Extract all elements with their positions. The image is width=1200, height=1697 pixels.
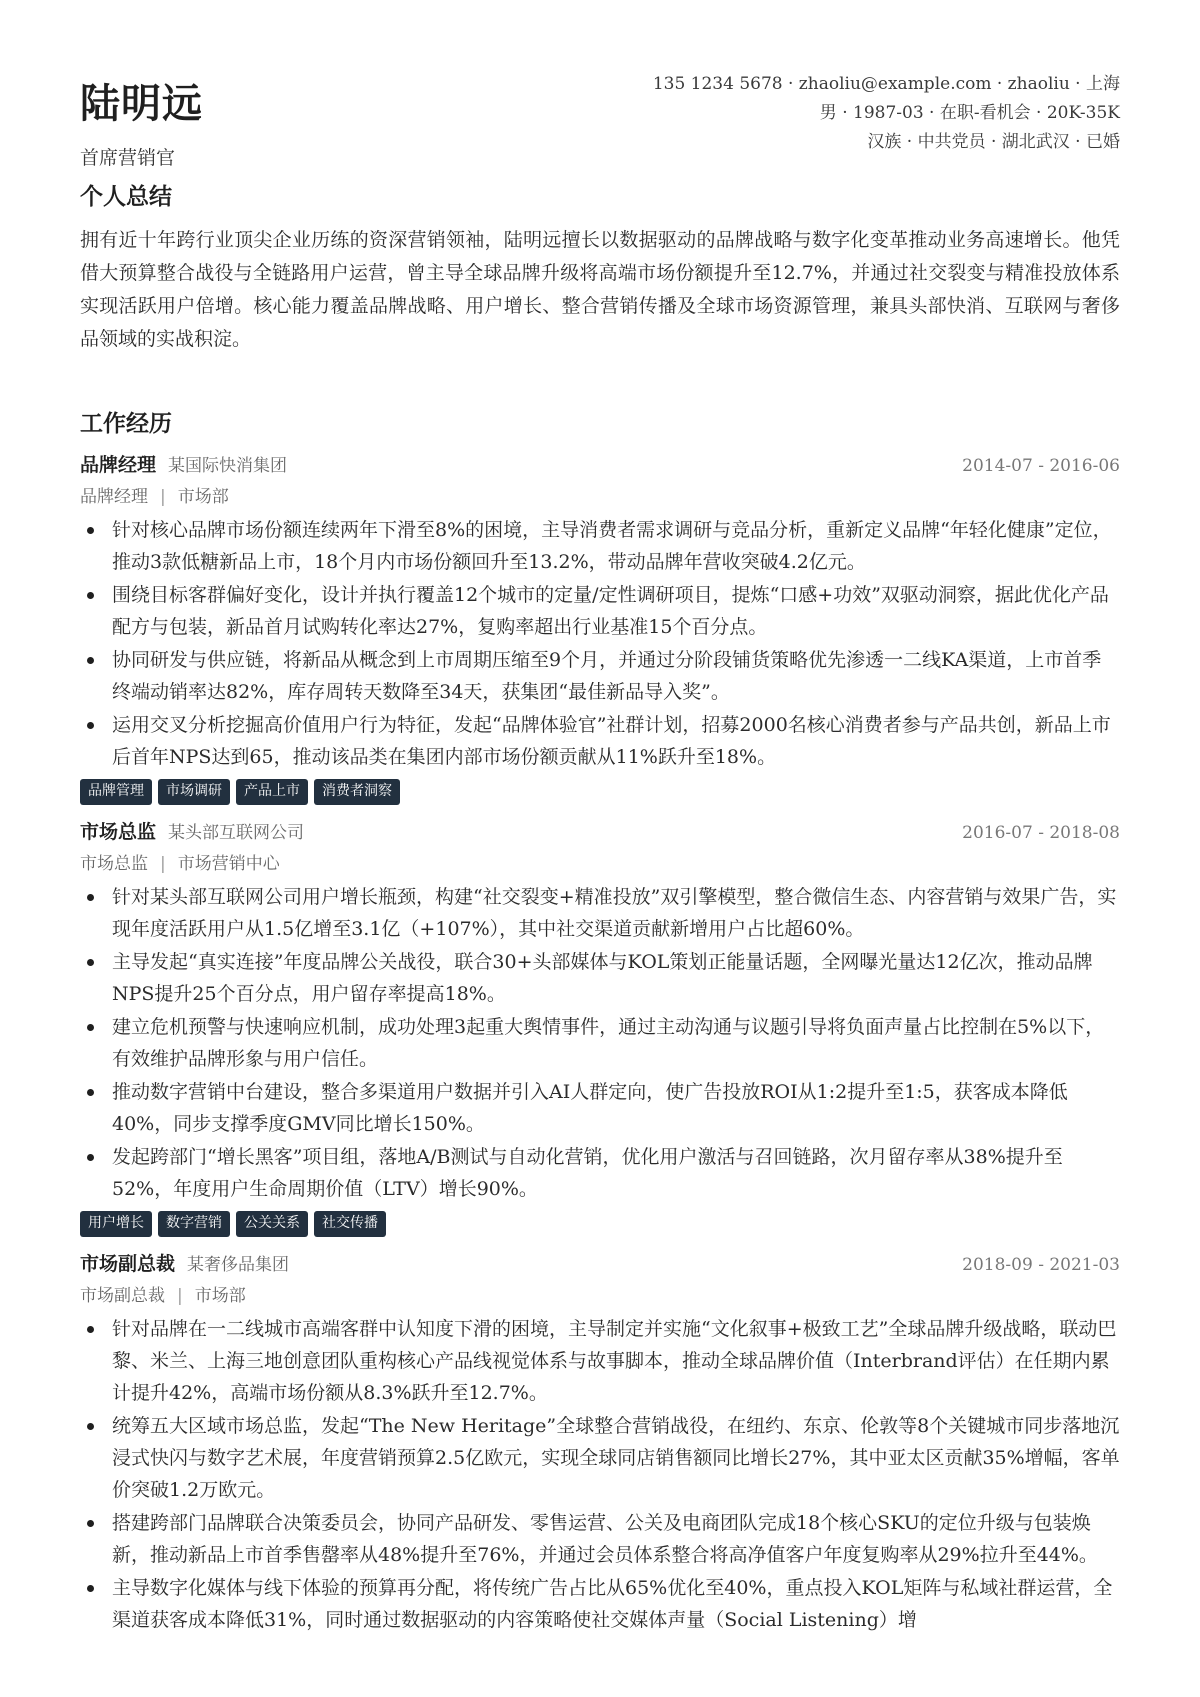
job-bullets — [80, 881, 1120, 1205]
contact-info — [653, 70, 1120, 157]
job-bullet: 针对核心品牌市场份额连续两年下滑至8%的困境，主导消费者需求调研与竞品分析，重新定义品牌“年轻化健康”定位，推动3款低糖新品上市，18个月内市场份额回升至13.2%，带动品牌年营收突破4.2亿元。 — [112, 514, 1120, 578]
job-subline — [80, 480, 1120, 514]
job-role: 品牌经理 — [80, 454, 157, 476]
work-heading: 工作经历 — [80, 410, 172, 437]
job-position: 市场副总裁 — [80, 1286, 165, 1306]
job-header — [80, 817, 1120, 847]
job-department: 市场部 — [177, 487, 229, 507]
job-entry — [80, 817, 1120, 1237]
summary-heading: 个人总结 — [80, 183, 172, 210]
skill-tags — [80, 1211, 1120, 1237]
job-bullet: 协同研发与供应链，将新品从概念到上市周期压缩至9个月，并通过分阶段铺货策略优先渗透一二线KA渠道，上市首季终端动销率达82%，库存周转天数降至34天，获集团“最佳新品导入奖”。 — [112, 644, 1120, 708]
skill-tag: 产品上市 — [236, 779, 308, 805]
separator: | — [160, 854, 166, 874]
job-entry — [80, 450, 1120, 805]
job-bullet: 统筹五大区域市场总监，发起“The New Heritage”全球整合营销战役，在纽约、东京、伦敦等8个关键城市同步落地沉浸式快闪与数字艺术展，年度营销预算2.5亿欧元，实现全球同店销售额同比增长27%，其中亚太区贡献35%增幅，客单价突破1.2万欧元。 — [112, 1410, 1120, 1506]
job-bullet: 发起跨部门“增长黑客”项目组，落地A/B测试与自动化营销，优化用户激活与召回链路，次月留存率从38%提升至52%，年度用户生命周期价值（LTV）增长90%。 — [112, 1141, 1120, 1205]
job-date: 2014-07 - 2016-06 — [962, 456, 1120, 476]
skill-tag: 市场调研 — [158, 779, 230, 805]
job-position: 品牌经理 — [80, 487, 148, 507]
job-subline — [80, 847, 1120, 881]
job-role: 市场副总裁 — [80, 1253, 176, 1275]
skill-tags — [80, 779, 1120, 805]
summary-section — [80, 224, 1120, 356]
job-bullet: 搭建跨部门品牌联合决策委员会，协同产品研发、零售运营、公关及电商团队完成18个核心SKU的定位升级与包装焕新，推动新品上市首季售罄率从48%提升至76%，并通过会员体系整合将高净值客户年度复购率从29%拉升至44%。 — [112, 1507, 1120, 1571]
contact-line-3: 汉族 · 中共党员 · 湖北武汉 · 已婚 — [867, 132, 1120, 152]
skill-tag: 公关关系 — [236, 1211, 308, 1237]
candidate-title: 首席营销官 — [80, 147, 176, 169]
contact-line-1: 135 1234 5678 · zhaoliu@example.com · zhaoliu · 上海 — [652, 74, 1120, 94]
job-bullet: 运用交叉分析挖掘高价值用户行为特征，发起“品牌体验官”社群计划，招募2000名核心消费者参与产品共创，新品上市后首年NPS达到65，推动该品类在集团内部市场份额贡献从11%跃升至18%。 — [112, 709, 1120, 773]
job-bullet: 针对某头部互联网公司用户增长瓶颈，构建“社交裂变+精准投放”双引擎模型，整合微信生态、内容营销与效果广告，实现年度活跃用户从1.5亿增至3.1亿（+107%），其中社交渠道贡献新增用户占比超60%。 — [112, 881, 1120, 945]
job-bullet: 建立危机预警与快速响应机制，成功处理3起重大舆情事件，通过主动沟通与议题引导将负面声量占比控制在5%以下，有效维护品牌形象与用户信任。 — [112, 1011, 1120, 1075]
contact-line-2: 男 · 1987-03 · 在职-看机会 · 20K-35K — [819, 103, 1120, 123]
job-bullets — [80, 1313, 1120, 1636]
job-company: 某头部互联网公司 — [168, 823, 305, 843]
job-company: 某国际快消集团 — [168, 456, 288, 476]
job-date: 2018-09 - 2021-03 — [962, 1255, 1120, 1275]
skill-tag: 消费者洞察 — [314, 779, 400, 805]
job-department: 市场部 — [194, 1286, 246, 1306]
skill-tag: 数字营销 — [158, 1211, 230, 1237]
job-bullet: 主导数字化媒体与线下体验的预算再分配，将传统广告占比从65%优化至40%，重点投入KOL矩阵与私域社群运营，全渠道获客成本降低31%，同时通过数据驱动的内容策略使社交媒体声量（Social Listening）增 — [112, 1572, 1120, 1636]
skill-tag: 用户增长 — [80, 1211, 152, 1237]
job-date: 2016-07 - 2018-08 — [962, 823, 1120, 843]
skill-tag: 社交传播 — [314, 1211, 386, 1237]
job-header — [80, 1249, 1120, 1279]
candidate-name: 陆明远 — [80, 80, 203, 127]
job-role: 市场总监 — [80, 821, 157, 843]
separator: | — [160, 487, 166, 507]
job-entry — [80, 1249, 1120, 1636]
job-header — [80, 450, 1120, 480]
work-experience-list — [80, 450, 1120, 1648]
skill-tag: 品牌管理 — [80, 779, 152, 805]
job-position: 市场总监 — [80, 854, 148, 874]
job-subline — [80, 1279, 1120, 1313]
resume-header — [80, 0, 1120, 210]
job-department: 市场营销中心 — [177, 854, 280, 874]
separator: | — [177, 1286, 183, 1306]
job-bullet: 围绕目标客群偏好变化，设计并执行覆盖12个城市的定量/定性调研项目，提炼“口感+功效”双驱动洞察，据此优化产品配方与包装，新品首月试购转化率达27%，复购率超出行业基准15个百分点。 — [112, 579, 1120, 643]
summary-text: 拥有近十年跨行业顶尖企业历练的资深营销领袖，陆明远擅长以数据驱动的品牌战略与数字化变革推动业务高速增长。他凭借大预算整合战役与全链路用户运营，曾主导全球品牌升级将高端市场份额提升至12.7%，并通过社交裂变与精准投放体系实现活跃用户倍增。核心能力覆盖品牌战略、用户增长、整合营销传播及全球市场资源管理，兼具头部快消、互联网与奢侈品领域的实战积淀。 — [80, 229, 1120, 350]
job-company: 某奢侈品集团 — [187, 1255, 290, 1275]
job-bullet: 推动数字营销中台建设，整合多渠道用户数据并引入AI人群定向，使广告投放ROI从1:2提升至1:5，获客成本降低40%，同步支撑季度GMV同比增长150%。 — [112, 1076, 1120, 1140]
job-bullet: 主导发起“真实连接”年度品牌公关战役，联合30+头部媒体与KOL策划正能量话题，全网曝光量达12亿次，推动品牌NPS提升25个百分点，用户留存率提高18%。 — [112, 946, 1120, 1010]
job-bullets — [80, 514, 1120, 773]
job-bullet: 针对品牌在一二线城市高端客群中认知度下滑的困境，主导制定并实施“文化叙事+极致工艺”全球品牌升级战略，联动巴黎、米兰、上海三地创意团队重构核心产品线视觉体系与故事脚本，推动全球品牌价值（Interbrand评估）在任期内累计提升42%，高端市场份额从8.3%跃升至12.7%。 — [112, 1313, 1120, 1409]
